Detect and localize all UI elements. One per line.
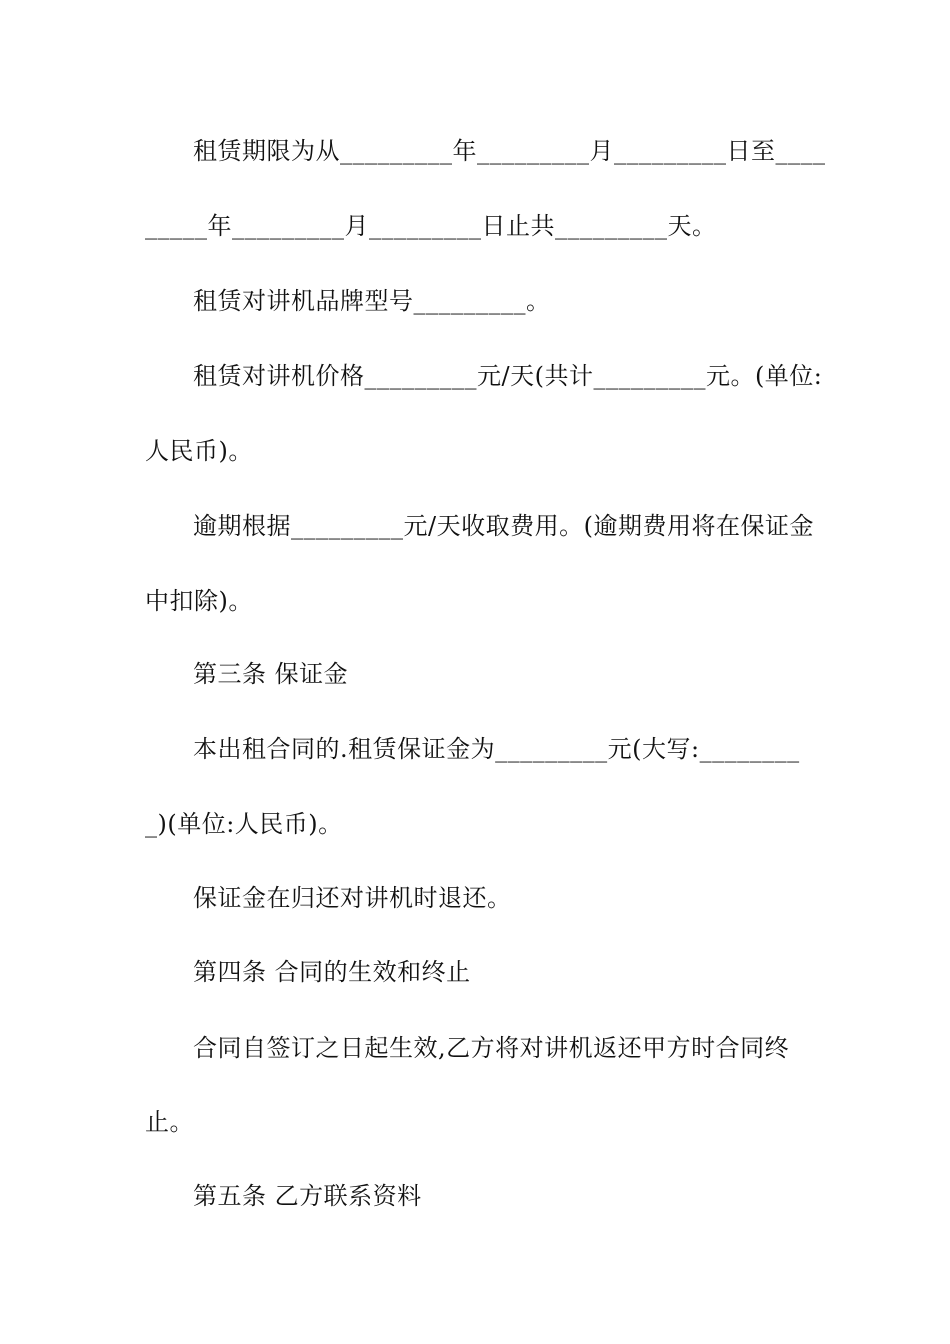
deposit-line: 本出租合同的.租赁保证金为_________元(大写:________ [193,735,800,763]
price-line: 租赁对讲机价格_________元/天(共计_________元。(单位: [193,362,823,390]
overdue-line: 逾期根据_________元/天收取费用。(逾期费用将在保证金 [193,512,814,540]
overdue-line-cont: 中扣除)。 [145,587,253,615]
effect-termination-line-cont: 止。 [145,1108,194,1136]
article-four-heading: 第四条 合同的生效和终止 [193,958,471,986]
price-line-cont: 人民币)。 [145,437,253,465]
lease-period-line-cont: _____年_________月_________日止共_________天。 [145,212,717,240]
deposit-refund-line: 保证金在归还对讲机时退还。 [193,884,512,912]
lease-period-line: 租赁期限为从_________年_________月_________日至____ [193,137,826,165]
deposit-line-cont: _)(单位:人民币)。 [145,810,343,838]
brand-model-line: 租赁对讲机品牌型号_________。 [193,287,551,315]
article-three-heading: 第三条 保证金 [193,660,349,688]
article-five-heading: 第五条 乙方联系资料 [193,1182,422,1210]
effect-termination-line: 合同自签订之日起生效,乙方将对讲机返还甲方时合同终 [193,1034,790,1062]
